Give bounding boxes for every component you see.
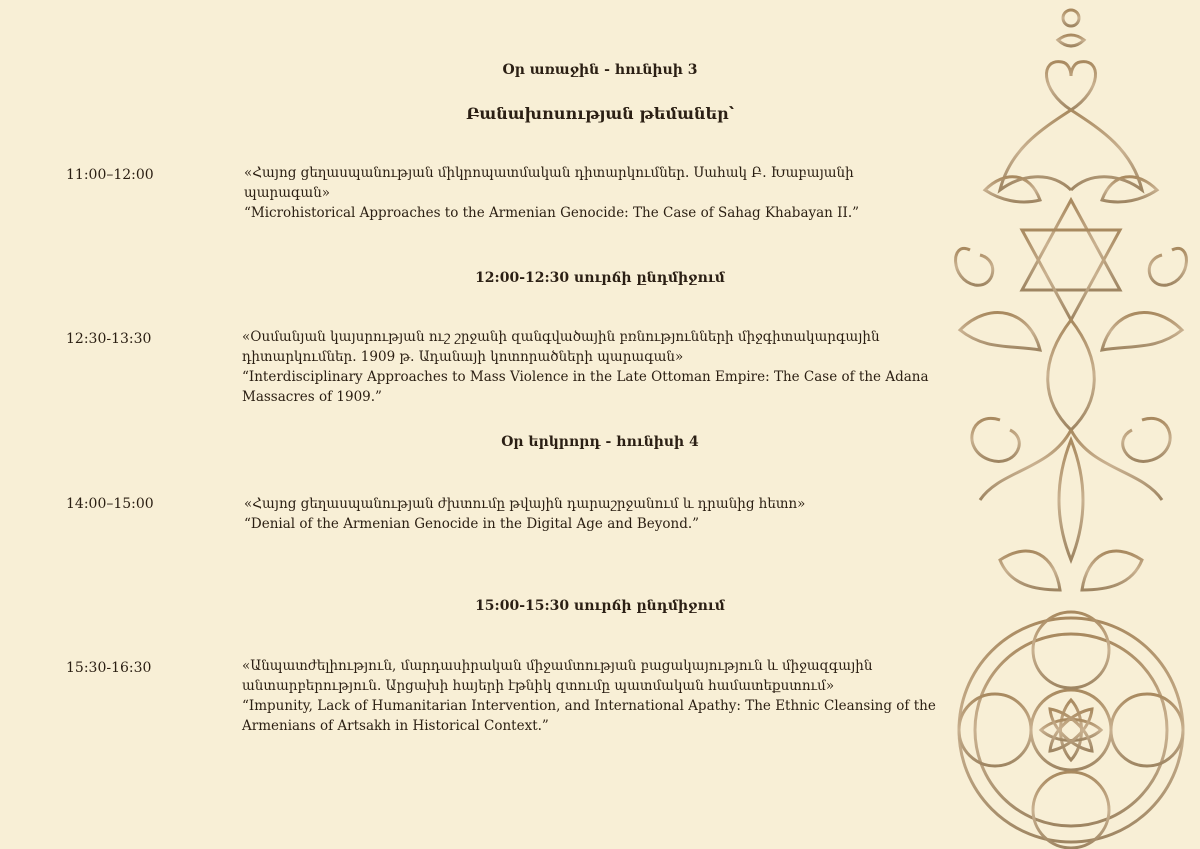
ornament-strokes: [956, 10, 1187, 848]
coffee-break-heading: 15:00-15:30 սուրճի ընդմիջում: [475, 598, 725, 614]
session-time: 11:00–12:00: [66, 167, 154, 183]
talk-title-armenian: «Հայոց ցեղասպանության միկրոպատմական դիտարկումներ. Սահակ Բ. Խաբայանի պարագան»: [244, 165, 854, 201]
talk-title-english: “Impunity, Lack of Humanitarian Intervention, and International Apathy: The Ethnic Cleansing of the Armenians of Artsakh in Historical Context.”: [242, 698, 936, 734]
coffee-break-heading: 12:00-12:30 սուրճի ընդմիջում: [475, 270, 725, 286]
day-one-heading: Օր առաջին - հունիսի 3: [502, 62, 698, 78]
session-talk: [242, 327, 972, 407]
decorative-floral-ornament: [940, 0, 1200, 849]
talk-title-armenian: «Անպատժելիություն, մարդասիրական միջամտության բացակայություն և միջազգային անտարբերություն. Արցախի հայերի էթնիկ զտումը պատմական համատեքստում»: [242, 658, 873, 694]
talk-title-english: “Interdisciplinary Approaches to Mass Violence in the Late Ottoman Empire: The Case of the Adana Massacres of 1909.”: [242, 369, 929, 405]
talk-title-english: “Microhistorical Approaches to the Armenian Genocide: The Case of Sahag Khabayan II.”: [244, 205, 860, 221]
session-time: 15:30-16:30: [66, 660, 152, 676]
session-time: 12:30-13:30: [66, 331, 152, 347]
session-time: 14:00–15:00: [66, 496, 154, 512]
topics-heading: Բանախոսության թեմաներ՝: [466, 104, 734, 123]
talk-title-armenian: «Օսմանյան կայսրության ուշ շրջանի զանգվածային բռնությունների միջգիտակարգային դիտարկումներ. 1909 թ. Ադանայի կոտորածների պարագան»: [242, 329, 880, 365]
session-talk: [242, 656, 962, 736]
session-talk: [244, 494, 944, 534]
talk-title-armenian: «Հայոց ցեղասպանության ժխտումը թվային դարաշրջանում և դրանից հետո»: [244, 496, 806, 512]
day-two-heading: Օր երկրորդ - հունիսի 4: [501, 434, 699, 450]
talk-title-english: “Denial of the Armenian Genocide in the Digital Age and Beyond.”: [244, 516, 700, 532]
session-talk: [244, 163, 944, 223]
